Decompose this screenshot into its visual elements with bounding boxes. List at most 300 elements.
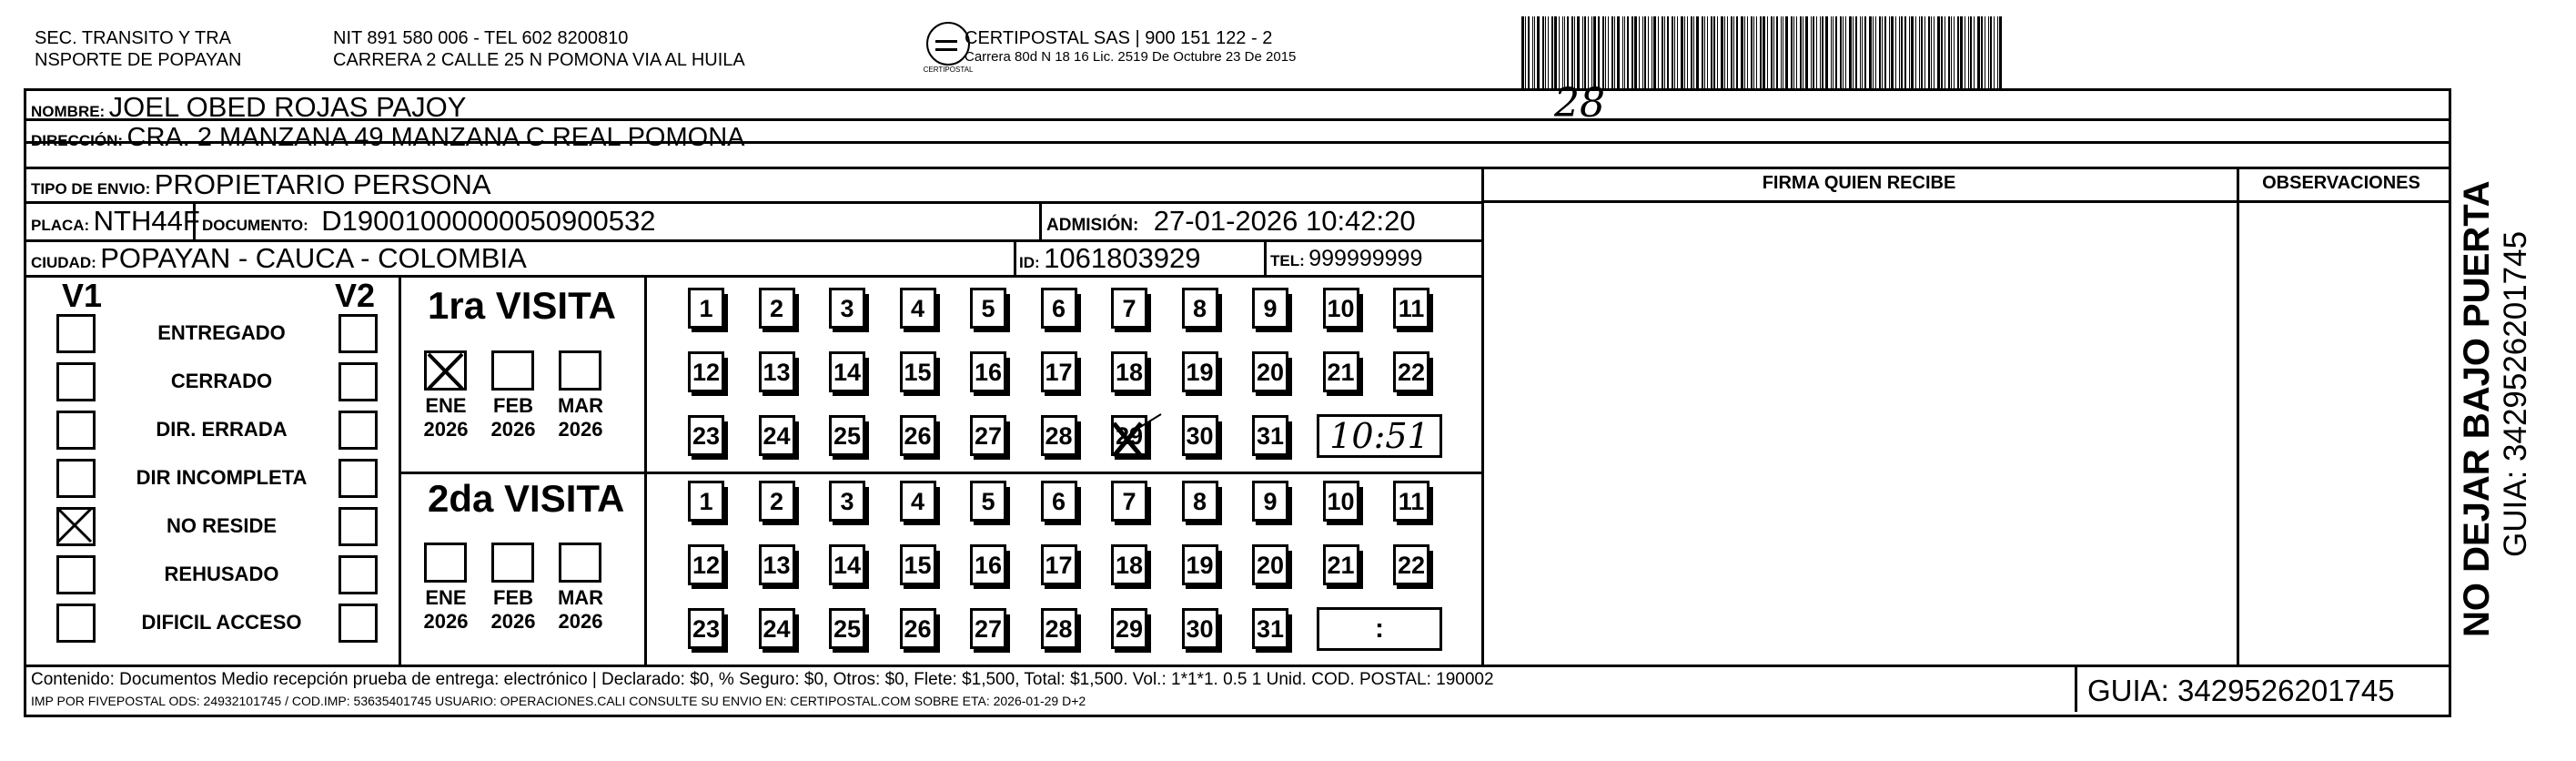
day-box[interactable] <box>688 481 724 522</box>
status-label: ENTREGADO <box>157 321 286 344</box>
barcode-bar <box>1756 16 1757 89</box>
day-number: 25 <box>833 615 862 643</box>
day-box[interactable] <box>1323 288 1359 329</box>
barcode-bar <box>1684 16 1685 89</box>
barcode-bar <box>1559 16 1560 89</box>
barcode-bar <box>1545 16 1546 89</box>
barcode-bar <box>1733 16 1734 89</box>
v2-checkbox[interactable] <box>338 555 378 594</box>
barcode-bar <box>1736 16 1738 89</box>
day-number: 6 <box>1051 295 1066 322</box>
day-box[interactable] <box>1041 544 1077 585</box>
day-box[interactable] <box>900 288 936 329</box>
barcode-bar <box>1860 16 1861 89</box>
v2-checkbox[interactable] <box>338 362 378 401</box>
sender-org <box>35 27 241 71</box>
status-label: DIFICIL ACCESO <box>141 611 302 634</box>
day-number: 9 <box>1263 488 1278 515</box>
day-box[interactable] <box>829 288 865 329</box>
day-box[interactable] <box>900 415 936 456</box>
day-box[interactable] <box>829 481 865 522</box>
barcode-bar <box>1822 16 1823 89</box>
barcode-bar <box>1901 16 1903 89</box>
day-box[interactable] <box>759 544 795 585</box>
month-label <box>419 394 473 441</box>
month-name: MAR <box>557 394 604 417</box>
day-box[interactable] <box>759 481 795 522</box>
day-number: 17 <box>1045 552 1073 579</box>
barcode-bar <box>1588 16 1589 89</box>
x-mark-icon <box>56 507 93 543</box>
barcode-bar <box>1677 16 1678 89</box>
month-year: 2026 <box>490 418 536 441</box>
barcode-bar <box>1773 16 1774 89</box>
barcode-bar <box>1525 16 1526 89</box>
day-number: 19 <box>1186 552 1214 579</box>
v1-header: V1 <box>62 277 103 314</box>
day-number: 3 <box>840 295 854 322</box>
day-number: 24 <box>763 615 791 643</box>
month-name: MAR <box>557 586 604 609</box>
barcode-bar <box>1840 16 1842 89</box>
month-label <box>553 394 608 441</box>
barcode-bar <box>1882 16 1883 89</box>
day-box[interactable] <box>1393 481 1429 522</box>
barcode-bar <box>1664 16 1665 89</box>
documento-cell <box>202 205 655 238</box>
day-box[interactable] <box>970 544 1006 585</box>
day-number: 28 <box>1045 615 1073 643</box>
month-checkbox-feb[interactable] <box>491 350 534 391</box>
day-number: 30 <box>1186 422 1214 450</box>
day-box[interactable] <box>1393 351 1429 392</box>
barcode-bar <box>1924 16 1925 89</box>
month-label <box>486 394 540 441</box>
day-number: 12 <box>692 552 721 579</box>
barcode-bar <box>1791 16 1793 89</box>
ciudad-label: CIUDAD: <box>31 254 96 271</box>
day-box[interactable] <box>688 415 724 456</box>
day-number: 30 <box>1186 615 1214 643</box>
barcode-bar <box>1873 16 1874 89</box>
month-year: 2026 <box>558 418 603 441</box>
barcode-bar <box>1751 16 1753 89</box>
admision-cell <box>1046 205 1416 238</box>
day-number: 25 <box>833 422 862 450</box>
barcode-bar <box>1562 16 1563 89</box>
barcode-bar <box>1869 16 1872 89</box>
v1-checkbox[interactable] <box>56 362 96 401</box>
barcode-bar <box>1845 16 1846 89</box>
month-name: ENE <box>425 394 467 417</box>
day-number: 9 <box>1263 295 1278 322</box>
v2-checkbox[interactable] <box>338 459 378 498</box>
status-label: DIR INCOMPLETA <box>136 466 308 489</box>
day-box[interactable] <box>688 608 724 649</box>
day-box[interactable] <box>688 544 724 585</box>
barcode-bar <box>1598 16 1600 89</box>
day-box[interactable] <box>759 415 795 456</box>
barcode-bar <box>1624 16 1625 89</box>
barcode-bar <box>1753 16 1754 89</box>
day-number: 2 <box>769 488 784 515</box>
day-number: 7 <box>1122 488 1136 515</box>
barcode-bar <box>1717 16 1718 89</box>
barcode-bar <box>1672 16 1673 89</box>
day-box[interactable] <box>970 481 1006 522</box>
day-box[interactable] <box>970 415 1006 456</box>
barcode-bar <box>1554 16 1557 89</box>
day-number: 16 <box>974 359 1003 386</box>
barcode-bar <box>1702 16 1703 89</box>
barcode-bar <box>1653 16 1656 89</box>
barcode-bar <box>1970 16 1972 89</box>
day-number: 18 <box>1115 359 1144 386</box>
barcode-bar <box>1771 16 1773 89</box>
barcode-bar <box>1731 16 1732 89</box>
day-number: 22 <box>1397 359 1426 386</box>
barcode-bar <box>1691 16 1692 89</box>
barcode-bar <box>1954 16 1955 89</box>
footer-contenido: Contenido: Documentos Medio recepción prueba de entrega: electrónico | Declarado: $0, % Seguro: $0, Otros: $0, Flete: $1,500, Total: $1,500. Vol.: 1*1*1. 0.5 1 Unid. COD. POSTAL: 190002 <box>31 670 1494 689</box>
day-number: 24 <box>763 422 791 450</box>
v2-checkbox[interactable] <box>338 507 378 546</box>
day-number: 28 <box>1045 422 1073 450</box>
month-name: ENE <box>425 586 467 609</box>
day-box[interactable] <box>900 481 936 522</box>
day-box[interactable] <box>1252 481 1288 522</box>
barcode-bar <box>1760 16 1762 89</box>
admision-label: ADMISIÓN: <box>1046 216 1139 235</box>
barcode-bar <box>1551 16 1553 89</box>
v1-checkbox[interactable] <box>56 314 96 353</box>
day-box[interactable] <box>1182 608 1218 649</box>
barcode-bar <box>1968 16 1969 89</box>
barcode-bar <box>1644 16 1646 89</box>
observaciones-header: OBSERVACIONES <box>2262 173 2420 193</box>
month-checkbox-ene[interactable] <box>424 543 467 583</box>
day-box[interactable] <box>1111 351 1147 392</box>
day-box[interactable] <box>1182 351 1218 392</box>
sender-address-line: CARRERA 2 CALLE 25 N POMONA VIA AL HUILA <box>333 50 745 70</box>
id-value: 1061803929 <box>1044 242 1201 274</box>
day-number: 22 <box>1397 552 1426 579</box>
barcode-bar <box>1919 16 1920 89</box>
v2-checkbox[interactable] <box>338 604 378 643</box>
day-box[interactable] <box>1041 288 1077 329</box>
tipo-row <box>31 168 491 201</box>
day-number: 7 <box>1122 295 1136 322</box>
day-box[interactable] <box>688 288 724 329</box>
placa-label: PLACA: <box>31 217 90 234</box>
barcode-bar <box>1602 16 1604 89</box>
day-box[interactable] <box>1182 415 1218 456</box>
tipo-label: TIPO DE ENVIO: <box>31 180 151 198</box>
barcode-bar <box>1704 16 1705 89</box>
barcode-bar <box>1727 16 1728 89</box>
direccion-row <box>31 123 744 153</box>
barcode-bar <box>1997 16 1998 89</box>
day-box[interactable] <box>829 351 865 392</box>
barcode-bar <box>1622 16 1623 89</box>
barcode-bar <box>1904 16 1906 89</box>
id-cell <box>1019 242 1201 275</box>
day-box[interactable] <box>900 544 936 585</box>
day-box[interactable] <box>759 288 795 329</box>
day-number: 13 <box>763 359 791 386</box>
side-warning: NO DEJAR BAJO PUERTA <box>2457 180 2497 637</box>
day-box[interactable] <box>1111 288 1147 329</box>
barcode-bar <box>1681 16 1683 89</box>
month-checkbox-feb[interactable] <box>491 543 534 583</box>
day-number: 21 <box>1327 552 1355 579</box>
barcode-bar <box>1884 16 1886 89</box>
barcode-bar <box>1571 16 1573 89</box>
barcode-bar <box>1744 16 1745 89</box>
barcode-bar <box>1849 16 1852 89</box>
day-box[interactable] <box>1111 544 1147 585</box>
day-number: 29 <box>1115 615 1144 643</box>
barcode-bar <box>1763 16 1765 89</box>
nombre-row <box>31 91 466 124</box>
barcode-bar <box>1548 16 1549 89</box>
day-number: 11 <box>1398 488 1425 515</box>
month-label <box>486 586 540 634</box>
day-number: 23 <box>692 422 721 450</box>
day-box[interactable] <box>1041 608 1077 649</box>
x-mark-icon <box>426 352 466 391</box>
month-checkbox-ene[interactable] <box>424 350 467 391</box>
barcode-bar <box>1747 16 1748 89</box>
day-box[interactable] <box>1182 544 1218 585</box>
day-box[interactable] <box>1111 481 1147 522</box>
barcode-bar <box>1713 16 1715 89</box>
month-year: 2026 <box>423 418 469 441</box>
day-box[interactable] <box>759 608 795 649</box>
barcode-bar <box>1941 16 1943 89</box>
handwritten-mark: 28 <box>1554 80 1605 127</box>
firma-header: FIRMA QUIEN RECIBE <box>1762 173 1956 193</box>
day-number: 8 <box>1192 488 1207 515</box>
barcode-bar <box>1584 16 1586 89</box>
sender-org-line1: SEC. TRANSITO Y TRA <box>35 28 231 48</box>
day-box[interactable] <box>970 288 1006 329</box>
barcode-bar <box>1855 16 1857 89</box>
month-name: FEB <box>493 586 533 609</box>
barcode-bar <box>1741 16 1743 89</box>
day-box[interactable] <box>900 351 936 392</box>
tel-value: 999999999 <box>1308 246 1423 271</box>
month-year: 2026 <box>423 610 469 633</box>
day-number: 15 <box>904 552 932 579</box>
day-number: 11 <box>1398 295 1425 322</box>
v2-header: V2 <box>335 277 376 314</box>
barcode-bar <box>1934 16 1935 89</box>
x-mark-icon <box>1110 411 1165 460</box>
placa-value: NTH44F <box>93 205 200 237</box>
tel-cell <box>1270 246 1422 272</box>
day-box[interactable] <box>1252 288 1288 329</box>
barcode-bar <box>1627 16 1629 89</box>
day-box[interactable] <box>1182 288 1218 329</box>
ciudad-value: POPAYAN - CAUCA - COLOMBIA <box>100 242 527 274</box>
documento-value: D19001000000050900532 <box>321 205 656 237</box>
day-number: 1 <box>699 488 713 515</box>
direccion-label: DIRECCIÓN: <box>31 132 124 149</box>
barcode-bar <box>1687 16 1688 89</box>
barcode-bar <box>1833 16 1834 89</box>
day-box[interactable] <box>1041 415 1077 456</box>
carrier-logo-icon <box>926 22 970 66</box>
day-number: 17 <box>1045 359 1073 386</box>
day-number: 14 <box>833 552 862 579</box>
day-box[interactable] <box>1111 608 1147 649</box>
day-box[interactable] <box>1252 351 1288 392</box>
barcode-bar <box>1820 16 1821 89</box>
barcode-bar <box>1825 16 1828 89</box>
barcode-bar <box>1528 16 1530 89</box>
barcode-bar <box>1693 16 1694 89</box>
day-box[interactable] <box>1323 351 1359 392</box>
day-box[interactable] <box>1323 481 1359 522</box>
day-number: 20 <box>1256 359 1285 386</box>
v1-checkbox[interactable] <box>56 459 96 498</box>
day-number: 16 <box>974 552 1003 579</box>
barcode-bar <box>1662 16 1663 89</box>
barcode-bar <box>1813 16 1814 89</box>
carrier-line2: Carrera 80d N 18 16 Lic. 2519 De Octubre 23 De 2015 <box>965 49 1297 65</box>
day-number: 23 <box>692 615 721 643</box>
day-box[interactable] <box>1111 415 1147 456</box>
day-number: 6 <box>1051 488 1066 515</box>
month-checkbox-mar[interactable] <box>559 543 601 583</box>
barcode-bar <box>1696 16 1699 89</box>
day-number: 8 <box>1192 295 1207 322</box>
barcode-bar <box>1853 16 1854 89</box>
footer-guia: GUIA: 3429526201745 <box>2087 674 2395 707</box>
day-number: 10 <box>1327 295 1355 322</box>
barcode-bar <box>1776 16 1778 89</box>
visit2-time-box[interactable] <box>1317 607 1442 651</box>
barcode-bar <box>1960 16 1963 89</box>
barcode-bar <box>1532 16 1533 89</box>
day-box[interactable] <box>1252 608 1288 649</box>
v2-checkbox[interactable] <box>338 314 378 353</box>
day-box[interactable] <box>970 351 1006 392</box>
day-box[interactable] <box>829 544 865 585</box>
barcode-bar <box>1534 16 1535 89</box>
barcode <box>1521 16 2140 89</box>
day-box[interactable] <box>829 608 865 649</box>
status-label: CERRADO <box>170 370 273 392</box>
carrier-info <box>965 27 1296 66</box>
month-year: 2026 <box>490 610 536 633</box>
day-number: 21 <box>1327 359 1355 386</box>
v2-checkbox[interactable] <box>338 411 378 450</box>
tel-label: TEL: <box>1270 252 1305 269</box>
barcode-bar <box>1542 16 1544 89</box>
day-box[interactable] <box>1182 481 1218 522</box>
day-box[interactable] <box>1041 351 1077 392</box>
barcode-bar <box>1895 16 1896 89</box>
day-number: 12 <box>692 359 721 386</box>
barcode-bar <box>1891 16 1894 89</box>
barcode-bar <box>1521 16 1524 89</box>
barcode-bar <box>1564 16 1565 89</box>
ciudad-cell <box>31 242 527 275</box>
day-box[interactable] <box>1393 544 1429 585</box>
carrier-line1: CERTIPOSTAL SAS | 900 151 122 - 2 <box>965 28 1273 48</box>
v1-checkbox[interactable] <box>56 411 96 450</box>
barcode-bar <box>1931 16 1932 89</box>
barcode-bar <box>1977 16 1980 89</box>
barcode-bar <box>1667 16 1669 89</box>
day-box[interactable] <box>1252 544 1288 585</box>
day-number: 29 <box>1115 422 1144 450</box>
day-box[interactable] <box>970 608 1006 649</box>
month-checkbox-mar[interactable] <box>559 350 601 391</box>
barcode-bar <box>1889 16 1890 89</box>
day-box[interactable] <box>1252 415 1288 456</box>
day-number: 19 <box>1186 359 1214 386</box>
day-number: 10 <box>1327 488 1355 515</box>
barcode-bar <box>1981 16 1983 89</box>
barcode-bar <box>1974 16 1975 89</box>
status-label: REHUSADO <box>164 563 279 585</box>
day-box[interactable] <box>1041 481 1077 522</box>
id-label: ID: <box>1019 254 1040 271</box>
day-box[interactable] <box>759 351 795 392</box>
barcode-bar <box>1793 16 1794 89</box>
barcode-bar <box>1767 16 1768 89</box>
day-box[interactable] <box>1393 288 1429 329</box>
nombre-label: NOMBRE: <box>31 103 106 120</box>
barcode-bar <box>1921 16 1923 89</box>
visit2-time: : <box>1375 614 1384 644</box>
month-label <box>553 586 608 634</box>
v1-checkbox[interactable] <box>56 555 96 594</box>
sender-nit <box>333 27 745 71</box>
visit1-time-box[interactable] <box>1317 414 1442 458</box>
barcode-bar <box>1816 16 1817 89</box>
v1-checkbox[interactable] <box>56 507 96 546</box>
day-box[interactable] <box>900 608 936 649</box>
day-number: 26 <box>904 422 932 450</box>
nombre-value: JOEL OBED ROJAS PAJOY <box>108 91 467 123</box>
barcode-bar <box>1862 16 1863 89</box>
day-box[interactable] <box>1323 544 1359 585</box>
barcode-bar <box>1835 16 1837 89</box>
carrier-logo-caption: CERTIPOSTAL <box>923 66 974 74</box>
day-box[interactable] <box>829 415 865 456</box>
barcode-bar <box>1899 16 1900 89</box>
barcode-bar <box>1957 16 1959 89</box>
day-number: 3 <box>840 488 854 515</box>
day-number: 2 <box>769 295 784 322</box>
barcode-bar <box>1724 16 1725 89</box>
day-number: 26 <box>904 615 932 643</box>
barcode-bar <box>1642 16 1643 89</box>
v1-checkbox[interactable] <box>56 604 96 643</box>
day-box[interactable] <box>688 351 724 392</box>
barcode-bar <box>1591 16 1592 89</box>
day-number: 31 <box>1256 422 1285 450</box>
barcode-bar <box>1658 16 1659 89</box>
barcode-bar <box>1605 16 1606 89</box>
month-year: 2026 <box>558 610 603 633</box>
barcode-bar <box>1721 16 1723 89</box>
barcode-bar <box>1843 16 1844 89</box>
